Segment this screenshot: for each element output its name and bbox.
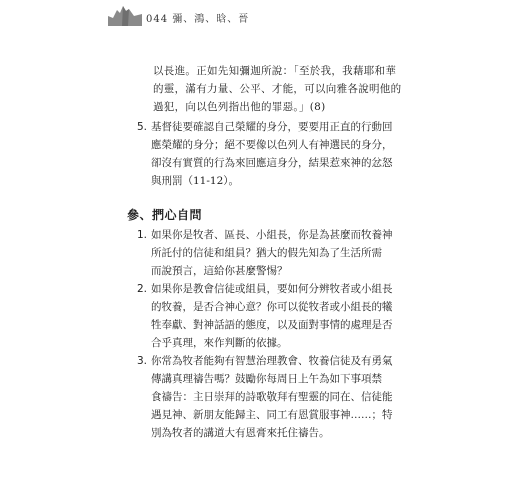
paragraph-line: 食禱告：主日崇拜的詩歌敬拜有聖靈的同在、信徒能 [151,391,393,403]
paragraph-line: 基督徒要確認自己榮耀的身分，要要用正直的行動回 [151,121,393,133]
paragraph-line: 別為牧者的講道大有恩膏來托住禱告。 [151,427,330,439]
list-number: 2. [137,283,148,295]
list-number: 3. [137,355,148,367]
paragraph-line: 而說預言，這給你甚麼警惕？ [151,265,288,277]
running-header: 044 彌、鴻、晗、晉 [146,14,250,25]
paragraph-line: 所託付的信徒和組員？猶大的假先知為了生活所需 [151,247,382,259]
paragraph-line: 的牧養，是否合神心意？你可以從牧者或小組長的犧 [151,301,393,313]
mountain-logo-icon [108,4,142,26]
paragraph-line: 應榮耀的身分；絕不要像以色列人有神選民的身分， [151,139,393,151]
paragraph-line: 如果你是教會信徒或組員，要如何分辨牧者或小組長 [151,283,393,295]
list-item-body [151,226,407,280]
paragraph-line: 你常為牧者能夠有智慧治理教會、牧養信徒及有勇氣 [151,355,393,367]
page-header [108,4,408,26]
section-heading: 參、捫心自問 [127,208,203,222]
paragraph-line: 合乎真理，來作判斷的依據。 [151,337,288,349]
paragraph-line: 如果你是牧者、區長、小組長，你是為甚麼而牧養神 [151,229,393,241]
list-item-body [151,352,407,442]
paragraph-line: 傳講真理禱告嗎？鼓勵你每周日上午為如下事項禁 [151,373,382,385]
paragraph-line: 卻沒有實質的行為來回應這身分，結果惹來神的忿怒 [151,157,393,169]
continued-paragraph [153,62,403,116]
paragraph-line: 牲奉獻、對神話語的態度，以及面對事情的處理是否 [151,319,393,331]
paragraph-line: 遇見神、新朋友能歸主、同工有恩賞服事神……；特 [151,409,393,421]
paragraph-line: 與刑罰（11-12）。 [151,175,240,187]
paragraph-line: 以長進。正如先知彌迦所說：「至於我，我藉耶和華 [153,65,397,77]
paragraph-line: 過犯，向以色列指出他的罪惡。」(8) [153,101,326,113]
list-item-body [151,118,407,190]
list-number: 5. [137,121,148,133]
paragraph-line: 的靈，滿有力量、公平、才能，可以向雅各說明他的 [153,83,402,95]
list-number: 1. [137,229,148,241]
list-item-body [151,280,407,352]
